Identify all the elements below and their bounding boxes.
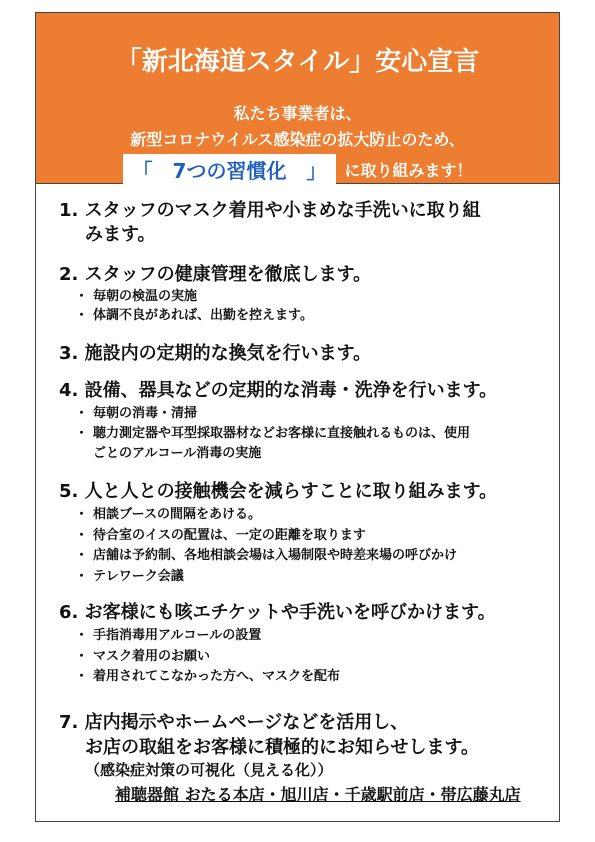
item-4-title: 4. 設備、器具などの定期的な消毒・洗浄を行います。 [59,380,498,401]
bullet-text: 着用されてこなかった方へ、マスクを配布 [93,669,341,684]
bullet-mark: ・ [75,669,89,684]
highlight-line [36,154,559,185]
item-4-bullet [75,422,470,441]
item-2-title: 2. スタッフの健康管理を徹底します。 [59,264,372,285]
bullet-text: 相談ブースの間隔をあける。 [93,507,261,522]
item-6-title: 6. お客様にも咳エチケットや手洗いを呼びかけます。 [59,602,496,623]
store-list-footer: 補聴器館 おたる本店・旭川店・千歳駅前店・帯広藤丸店 [115,785,521,804]
bullet-mark: ・ [75,548,89,563]
page-title: 「新北海道スタイル」安心宣言 [115,47,480,77]
bullet-text: マスク着用のお願い [93,649,211,664]
bullet-mark: ・ [75,289,89,304]
item-5-bullet [75,565,184,584]
item-3-title: 3. 施設内の定期的な換気を行います。 [59,343,372,364]
seven-habits-highlight: 「 7つの習慣化 」 [123,154,337,185]
bullet-text: 手指消毒用アルコールの設置 [93,628,262,643]
bullet-mark: ・ [75,406,89,421]
item-5-bullet [75,503,261,522]
item-2-bullet [75,285,197,304]
bullet-text: 聴力測定器や耳型採取器材などお客様に直接触れるものは、使用 [93,426,471,441]
bullet-mark: ・ [75,528,89,543]
bullet-mark: ・ [75,649,89,664]
item-6-bullet [75,645,210,664]
bullet-text: 店舗は予約制、各地相談会場は入場制限や時差来場の呼びかけ [93,548,458,563]
item-5-bullet [75,524,366,543]
item-6-bullet [75,665,340,684]
item-4-bullet-cont: ごとのアルコール消毒の実施 [93,446,262,461]
item-4-bullet [75,402,197,421]
bullet-mark: ・ [75,628,89,643]
item-6-bullet [75,624,261,643]
header-banner [35,12,560,184]
item-7-title-cont: お店の取組をお客様に積極的にお知らせします。 [85,737,480,758]
item-7-title: 7. 店内掲示やホームページなどを活用し、 [59,712,409,733]
bullet-text: テレワーク会議 [93,569,184,584]
bullet-mark: ・ [75,308,89,323]
highlight-suffix: に取り組みます！ [344,161,473,180]
item-5-bullet [75,544,457,563]
bullet-mark: ・ [75,507,89,522]
visualization-note: （感染症対策の可視化（見える化）） [85,761,333,779]
item-1-title-cont: みます。 [85,224,156,245]
item-2-bullet [75,304,313,323]
item-1-title: 1. スタッフのマスク着用や小まめな手洗いに取り組 [59,200,481,221]
item-5-title: 5. 人と人との接触機会を減らすことに取り組みます。 [59,481,498,502]
bullet-text: 毎朝の消毒・清掃 [93,406,198,421]
bullet-mark: ・ [75,426,89,441]
header-line-2: 新型コロナウイルス感染症の拡大防止のため、 [130,130,465,149]
bullet-text: 体調不良があれば、出勤を控えます。 [93,308,313,323]
bullet-text: 毎朝の検温の実施 [93,289,198,304]
bullet-text: 待合室のイスの配置は、一定の距離を取ります [93,528,366,543]
header-line-1: 私たち事業者は、 [233,104,362,123]
bullet-mark: ・ [75,569,89,584]
